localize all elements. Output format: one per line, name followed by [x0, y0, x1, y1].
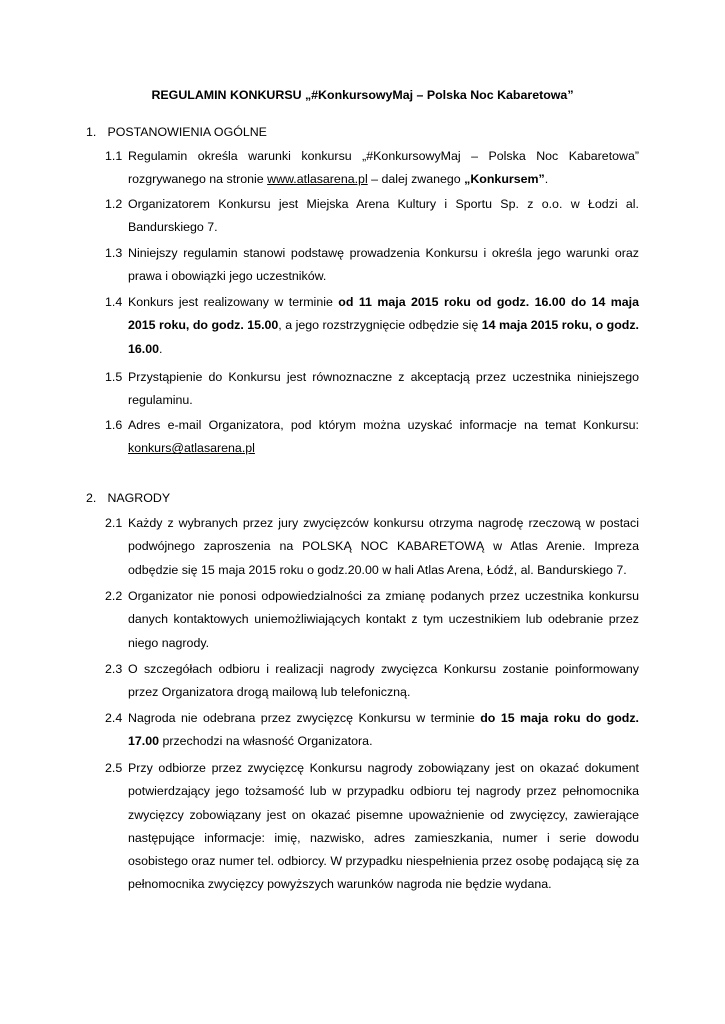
text-run: Organizator nie ponosi odpowiedzialności za zmianę podanych przez uczestnika konkursu danych kontaktowych uniemożliwiających kontakt z tym uczestnikiem lub odebranie przez niego nagrody.	[128, 589, 639, 650]
clause-number: 2.2	[105, 589, 123, 603]
text-run: O szczegółach odbioru i realizacji nagrody zwycięzca Konkursu zostanie poinformowany przez Organizatora drogą mailową lub telefoniczną.	[128, 662, 639, 700]
section-number: 2.	[86, 491, 97, 505]
section-heading-2	[86, 490, 170, 506]
clause-1-1	[105, 145, 639, 192]
clause-number: 2.1	[105, 516, 123, 530]
clause-text	[128, 193, 639, 240]
clause-number: 1.1	[105, 149, 123, 163]
clause-text	[128, 291, 639, 361]
text-run: Przy odbiorze przez zwycięzcę Konkursu nagrody zobowiązany jest on okazać dokument potwierdzający jego tożsamość lub w przypadku odbioru tej nagrody przez pełnomocnika zwycięzcy zobowiązany jest on okazać pisemne upoważnienie od zwycięzcy, zawierające następujące informacje: imię, nazwisko, adres zamieszkania, numer i serie dowodu osobistego oraz numer tel. odbiorcy. W przypadku niespełnienia przez osobę podającą się za pełnomocnika zwycięzcy powyższych warunków nagroda nie będzie wydana.	[128, 761, 639, 892]
text-run: Każdy z wybranych przez jury zwycięzców konkursu otrzyma nagrodę rzeczową w postaci podwójnego zaproszenia na POLSKĄ NOC KABARETOWĄ w Atlas Arenie. Impreza odbędzie się 15 maja 2015 roku o godz.20.00 w hali Atlas Arena, Łódź, al. Bandurskiego 7.	[128, 516, 639, 577]
text-run: Nagroda nie odebrana przez zwycięzcę Konkursu w terminie	[128, 711, 481, 725]
clause-1-6	[105, 414, 639, 461]
clause-text	[128, 585, 639, 655]
text-run: Adres e-mail Organizatora, pod którym można uzyskać informacje na temat Konkursu:	[128, 418, 639, 432]
clause-1-5	[105, 366, 639, 413]
bold-text: 14 maja 2015 roku, o godz. 16.00	[128, 318, 639, 356]
clause-text	[128, 658, 639, 705]
text-run: Przystąpienie do Konkursu jest równoznaczne z akceptacją przez uczestnika niniejszego regulaminu.	[128, 370, 639, 408]
text-run: Niniejszy regulamin stanowi podstawę prowadzenia Konkursu i określa jego warunki oraz prawa i obowiązki jego uczestników.	[128, 246, 639, 284]
hyperlink[interactable]: www.atlasarena.pl	[267, 172, 368, 187]
text-run: Organizatorem Konkursu jest Miejska Arena Kultury i Sportu Sp. z o.o. w Łodzi al. Bandurskiego 7.	[128, 197, 639, 235]
clause-text	[128, 145, 639, 192]
clause-number: 2.4	[105, 711, 123, 725]
clause-2-5	[105, 757, 639, 897]
clause-text	[128, 707, 639, 754]
clause-text	[128, 366, 639, 413]
clause-number: 2.5	[105, 761, 123, 775]
document-title: REGULAMIN KONKURSU „#KonkursowyMaj – Polska Noc Kabaretowa”	[151, 88, 574, 102]
clause-2-1	[105, 512, 639, 582]
text-run: przechodzi na własność Organizatora.	[159, 734, 373, 749]
clause-number: 1.2	[105, 197, 123, 211]
clause-2-2	[105, 585, 639, 655]
bold-text: od 11 maja 2015 roku od godz. 16.00 do 14 maja 2015 roku, do godz. 15.00	[128, 295, 639, 333]
text-run: .	[159, 341, 163, 356]
clause-1-3	[105, 242, 639, 289]
clause-1-2	[105, 193, 639, 240]
hyperlink[interactable]: konkurs@atlasarena.pl	[128, 441, 255, 456]
clause-number: 1.5	[105, 370, 123, 384]
clause-text	[128, 512, 639, 582]
clause-text	[128, 757, 639, 897]
clause-text	[128, 242, 639, 289]
text-run: Konkurs jest realizowany w terminie	[128, 295, 339, 309]
clause-number: 1.6	[105, 418, 123, 432]
clause-text	[128, 414, 639, 461]
section-title: POSTANOWIENIA OGÓLNE	[107, 125, 267, 139]
text-run: , a jego rozstrzygnięcie odbędzie się	[278, 318, 482, 333]
section-heading-1	[86, 124, 267, 140]
clause-number: 2.3	[105, 662, 123, 676]
text-run: – dalej zwanego	[367, 172, 465, 187]
text-run: .	[544, 172, 549, 187]
clause-2-3	[105, 658, 639, 705]
bold-text: do 15 maja roku do godz. 17.00	[128, 711, 639, 749]
clause-number: 1.4	[105, 295, 123, 309]
bold-text: „Konkursem”	[464, 172, 545, 187]
section-number: 1.	[86, 125, 97, 139]
clause-number: 1.3	[105, 246, 123, 260]
clause-1-4	[105, 291, 639, 361]
text-run: Regulamin określa warunki konkursu „#KonkursowyMaj – Polska Noc Kabaretowa” rozgrywanego na stronie	[128, 149, 639, 187]
clause-2-4	[105, 707, 639, 754]
section-title: NAGRODY	[107, 491, 171, 505]
